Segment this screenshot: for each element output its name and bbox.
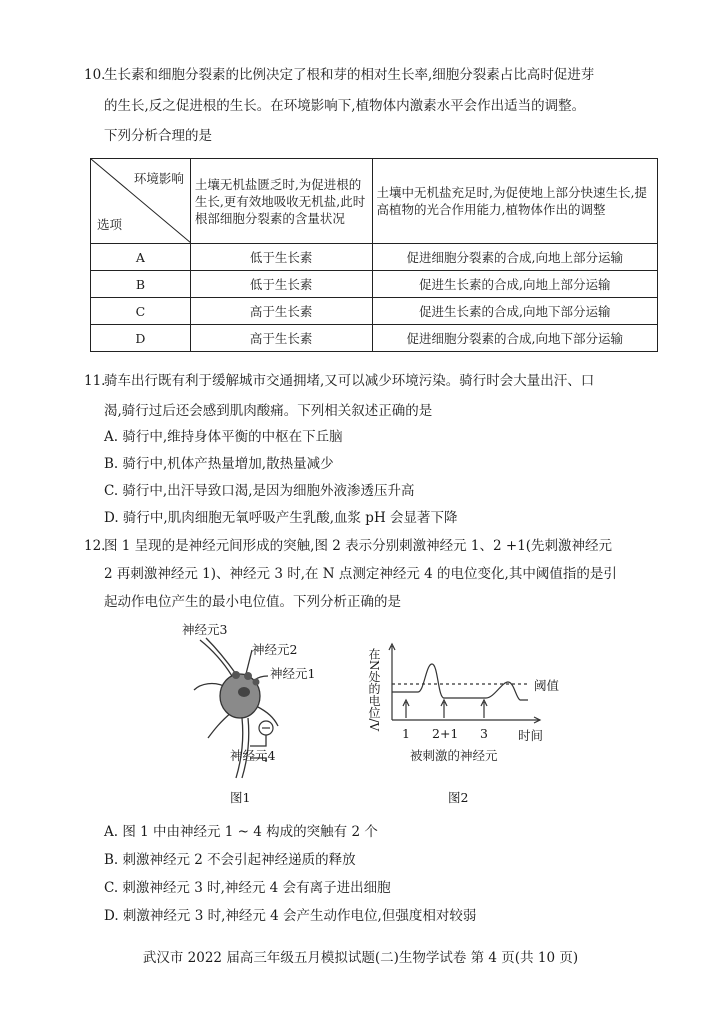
q12-option-c: C. 刺激神经元 3 时,神经元 4 会有离子进出细胞: [104, 880, 391, 896]
x-tick-2-1: 2+1: [432, 726, 459, 741]
option-label: A: [91, 244, 191, 271]
col1-value: 低于生长素: [190, 244, 372, 271]
q10-stem-line-3: 下列分析合理的是: [104, 128, 212, 144]
option-label: D: [91, 325, 191, 352]
figure-2-caption: 图2: [448, 790, 469, 805]
threshold-label: 阈值: [534, 678, 560, 693]
col2-value: 促进生长素的合成,向地下部分运输: [372, 298, 658, 325]
q10-stem-line-2: 的生长,反之促进根的生长。在环境影响下,植物体内激素水平会作出适当的调整。: [104, 98, 586, 114]
q11-stem-line-2: 渴,骑行过后还会感到肌肉酸痛。下列相关叙述正确的是: [104, 403, 433, 419]
potential-graph: [370, 640, 600, 760]
figure-2-graph: [367, 640, 600, 805]
q11-stem-line-1: 骑车出行既有利于缓解城市交通拥堵,又可以减少环境污染。骑行时会大量出汗、口: [104, 373, 595, 389]
q12-number: 12.: [84, 538, 106, 554]
table-row: [91, 325, 658, 352]
x-tick-1: 1: [402, 726, 410, 741]
col2-value: 促进生长素的合成,向地上部分运输: [372, 271, 658, 298]
col2-value: 促进细胞分裂素的合成,向地下部分运输: [372, 325, 658, 352]
q11-option-d: D. 骑行中,肌肉细胞无氧呼吸产生乳酸,血浆 pH 会显著下降: [104, 510, 458, 526]
option-label: C: [91, 298, 191, 325]
q12-stem-line-2: 2 再刺激神经元 1)、神经元 3 时,在 N 点测定神经元 4 的电位变化,其中阈值指的是引: [104, 566, 617, 582]
q12-stem-line-1: 图 1 呈现的是神经元间形成的突触,图 2 表示分别刺激神经元 1、2 +1(先刺激神经元: [104, 538, 613, 554]
y-axis-label: 在N处的电位/V: [367, 648, 381, 732]
col2-header: 土壤中无机盐充足时,为促使地上部分快速生长,提高植物的光合作用能力,植物体作出的调整: [372, 159, 658, 244]
q12-option-d: D. 刺激神经元 3 时,神经元 4 会产生动作电位,但强度相对较弱: [104, 908, 477, 924]
q10-stem-line-1: 生长素和细胞分裂素的比例决定了根和芽的相对生长率,细胞分裂素占比高时促进芽: [104, 67, 595, 83]
q12-option-b: B. 刺激神经元 2 不会引起神经递质的释放: [104, 852, 356, 868]
q11-option-a: A. 骑行中,维持身体平衡的中枢在下丘脑: [104, 429, 343, 445]
q10-number: 10.: [84, 67, 106, 83]
label-neuron-4: 神经元4: [230, 748, 276, 763]
table-row: [91, 271, 658, 298]
label-neuron-2: 神经元2: [252, 642, 298, 657]
label-neuron-1: 神经元1: [270, 666, 316, 681]
page-footer: 武汉市 2022 届高三年级五月模拟试题(二)生物学试卷 第 4 页(共 10 页): [142, 950, 579, 966]
corner-header-top: 环境影响: [133, 171, 184, 186]
col1-value: 低于生长素: [190, 271, 372, 298]
q11-option-b: B. 骑行中,机体产热量增加,散热量减少: [104, 456, 334, 472]
corner-header-bottom: 选项: [97, 217, 123, 232]
x-tick-3: 3: [480, 726, 488, 741]
x-axis-end-label: 时间: [518, 728, 544, 743]
potential-trace: [392, 664, 528, 700]
q10-options-table: [90, 158, 658, 352]
table-corner-cell: [91, 159, 191, 244]
q12-option-a: A. 图 1 中由神经元 1 ~ 4 构成的突触有 2 个: [104, 824, 378, 840]
col2-value: 促进细胞分裂素的合成,向地上部分运输: [372, 244, 658, 271]
q11-number: 11.: [84, 373, 106, 389]
q12-stem-line-3: 起动作电位产生的最小电位值。下列分析正确的是: [104, 594, 401, 610]
label-neuron-3: 神经元3: [182, 622, 228, 637]
figure-1-caption: 图1: [230, 790, 251, 805]
table-row: [91, 298, 658, 325]
q11-option-c: C. 骑行中,出汗导致口渴,是因为细胞外液渗透压升高: [104, 483, 415, 499]
table-row: [91, 244, 658, 271]
figure-1-neurons: [170, 618, 350, 805]
x-axis-label: 被刺激的神经元: [410, 748, 498, 763]
option-label: B: [91, 271, 191, 298]
col1-header: 土壤无机盐匮乏时,为促进根的生长,更有效地吸收无机盐,此时根部细胞分裂素的含量状况: [190, 159, 372, 244]
col1-value: 高于生长素: [190, 325, 372, 352]
col1-value: 高于生长素: [190, 298, 372, 325]
